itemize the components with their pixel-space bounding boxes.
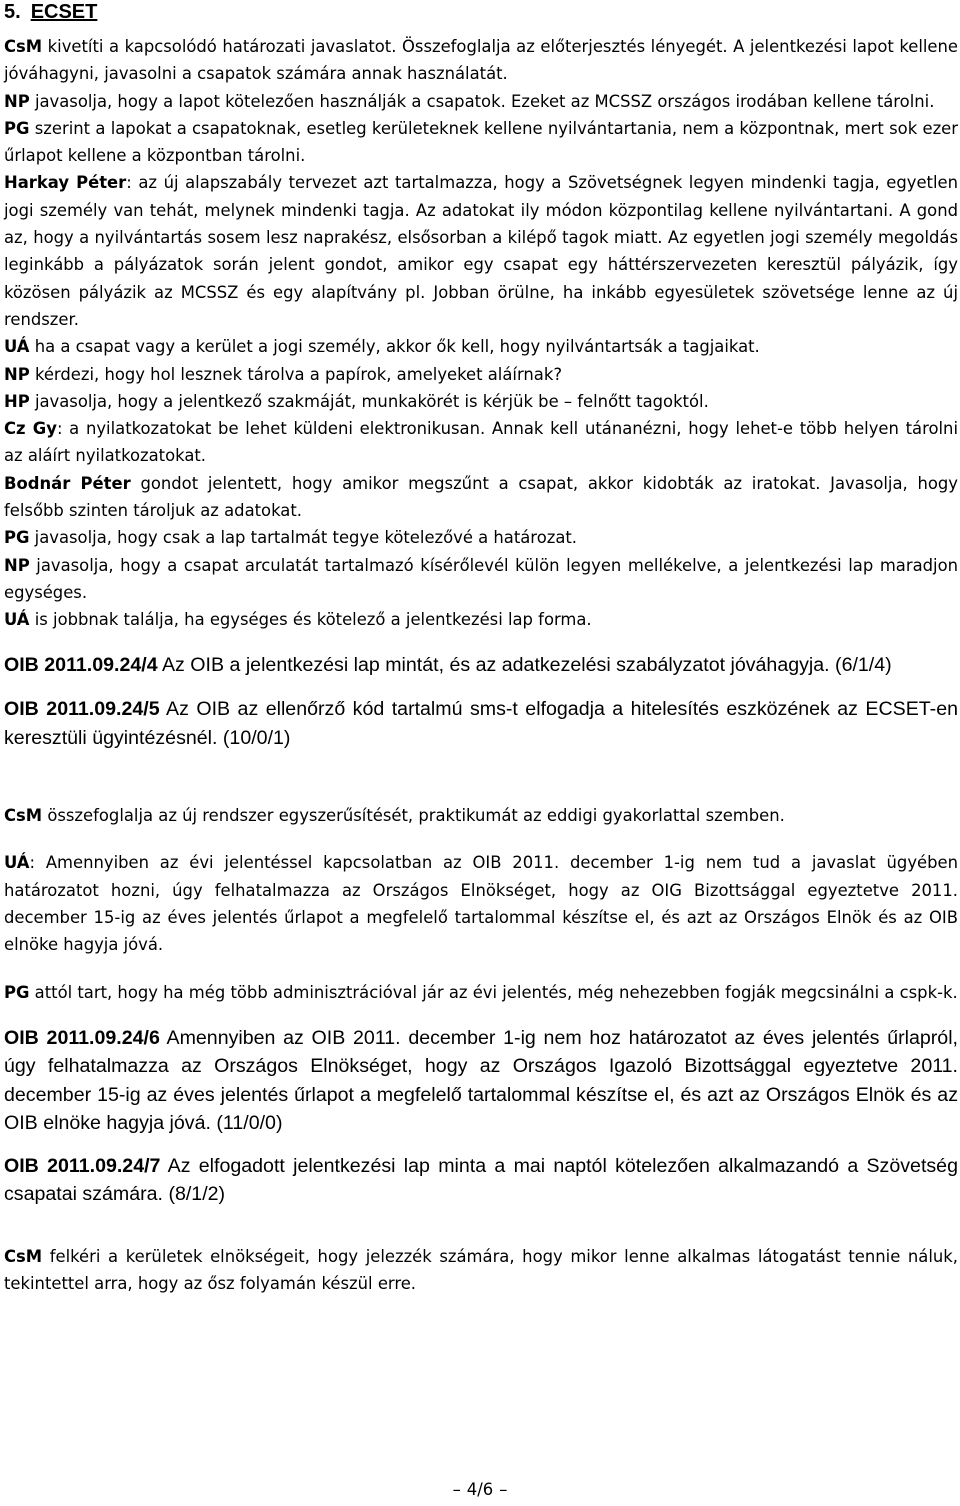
minutes-paragraph	[4, 115, 958, 170]
resolution-paragraph	[4, 1152, 958, 1209]
paragraph-text: javasolja, hogy a jelentkező szakmáját, munkakörét is kérjük be – felnőtt tagoktól.	[29, 391, 709, 411]
speaker: PG	[4, 118, 30, 138]
footer-dash-left: –	[452, 1480, 461, 1499]
speaker: NP	[4, 555, 30, 575]
minutes-paragraph	[4, 415, 958, 470]
minutes-paragraph	[4, 849, 958, 958]
resolution-paragraph	[4, 695, 958, 752]
paragraph-text: is jobbnak találja, ha egységes és kötelező a jelentkezési lap forma.	[29, 610, 592, 630]
minutes-paragraph	[4, 552, 958, 607]
speaker: UÁ	[4, 337, 30, 357]
section-heading	[4, 0, 958, 24]
section-title: ECSET	[30, 1, 98, 23]
footer-dash-right: –	[499, 1480, 508, 1499]
minutes-paragraph	[4, 88, 958, 115]
resolution-paragraph	[4, 651, 958, 680]
resolution-text: Az OIB a jelentkezési lap mintát, és az adatkezelési szabályzatot jóváhagyja. (6/1/4)	[157, 653, 892, 676]
resolution-code: OIB 2011.09.24/4	[4, 653, 158, 676]
speaker: Cz Gy	[4, 419, 57, 439]
resolution-text: Az elfogadott jelentkezési lap minta a mai naptól kötelezően alkalmazandó a Szövetség csapatai számára. (8/1/2)	[4, 1154, 958, 1206]
speaker: PG	[4, 528, 30, 548]
minutes-paragraph	[4, 606, 958, 633]
paragraph-text: javasolja, hogy a csapat arculatát tartalmazó kísérőlevél külön legyen mellékelve, a jelentkezési lap maradjon egységes.	[4, 555, 958, 602]
minutes-paragraph	[4, 802, 958, 829]
minutes-paragraph	[4, 388, 958, 415]
minutes-paragraph	[4, 361, 958, 388]
minutes-paragraph	[4, 470, 958, 525]
resolution-text: Az OIB az ellenőrző kód tartalmú sms-t elfogadja a hitelesítés eszközének az ECSET-en keresztüli ügyintézésnél. (10/0/1)	[4, 698, 958, 749]
minutes-paragraph	[4, 333, 958, 360]
paragraph-text: gondot jelentett, hogy amikor megszűnt a csapat, akkor kidobták az iratokat. Javasolja, hogy felsőbb szinten tároljuk az adatokat.	[4, 473, 958, 521]
paragraph-text: : az új alapszabály tervezet azt tartalmazza, hogy a Szövetségnek legyen mindenki tagja, egyetlen jogi személy van tehát, melynek mindenki tagja. Az adatokat ily módon központilag kellene nyilvántartani. A gond az, hogy a nyilvántartás sosem lesz naprakész, elsősorban a kilépő tagok miatt. Az egyetlen jogi személy megoldás leginkább a pályázatok során jelent gondot, amikor egy csapat egy háttérszervezeten keresztül pályázik, így közösen pályázik az MCSSZ és egy alapítvány pl. Jobban örülne, ha inkább egyesületek szövetsége lenne az új rendszer.	[4, 173, 958, 329]
speaker: Bodnár Péter	[4, 473, 131, 493]
minutes-paragraph	[4, 1243, 958, 1298]
paragraph-text: ha a csapat vagy a kerület a jogi személy, akkor ők kell, hogy nyilvántartsák a tagjaikat.	[29, 337, 760, 357]
speaker: PG	[4, 982, 30, 1002]
minutes-paragraph	[4, 524, 958, 551]
paragraph-text: attól tart, hogy ha még több adminisztrációval jár az évi jelentés, még nehezebben fogják megcsinálni a cspk-k.	[29, 982, 958, 1002]
page-footer	[0, 1480, 960, 1499]
speaker: CsM	[4, 806, 43, 826]
paragraph-text: : a nyilatkozatokat be lehet küldeni elektronikusan. Annak kell utánanézni, hogy lehet-e több helyen tárolni az aláírt nyilatkozatokat.	[4, 419, 958, 466]
paragraph-text: összefoglalja az új rendszer egyszerűsítését, praktikumát az eddigi gyakorlattal szemben.	[42, 806, 785, 826]
speaker: Harkay Péter	[4, 173, 127, 193]
speaker: CsM	[4, 1246, 43, 1266]
resolution-code: OIB 2011.09.24/5	[4, 698, 160, 721]
minutes-paragraph	[4, 33, 958, 88]
section-number: 5.	[4, 1, 21, 23]
paragraph-text: felkéri a kerületek elnökségeit, hogy jelezzék számára, hogy mikor lenne alkalmas látogatást tennie náluk, tekintettel arra, hogy az ősz folyamán készül erre.	[4, 1246, 958, 1294]
document-page	[4, 0, 958, 1297]
minutes-paragraph	[4, 169, 958, 333]
paragraph-text: kérdezi, hogy hol lesznek tárolva a papírok, amelyeket aláírnak?	[29, 364, 563, 384]
speaker: HP	[4, 391, 30, 411]
paragraph-text: szerint a lapokat a csapatoknak, esetleg kerületeknek kellene nyilvántartania, nem a központnak, mert sok ezer űrlapot kellene a központban tárolni.	[4, 118, 958, 166]
minutes-paragraph	[4, 979, 958, 1006]
paragraph-text: kivetíti a kapcsolódó határozati javaslatot. Összefoglalja az előterjesztés lényegét. A jelentkezési lapot kellene jóváhagyni, javasolni a csapatok számára annak használatát.	[4, 37, 958, 84]
resolution-code: OIB 2011.09.24/6	[4, 1026, 160, 1049]
paragraph-text: javasolja, hogy csak a lap tartalmát tegye kötelezővé a határozat.	[29, 528, 578, 548]
speaker: UÁ	[4, 610, 30, 630]
paragraph-text: javasolja, hogy a lapot kötelezően használják a csapatok. Ezeket az MCSSZ országos irodában kellene tárolni.	[29, 91, 935, 111]
resolution-text: Amennyiben az OIB 2011. december 1-ig nem hoz határozatot az éves jelentés űrlapról, úgy felhatalmazza az Országos Elnökséget, hogy az Országos Igazoló Bizottsággal egyeztetve 2011. december 15-ig az éves jelentés űrlapot a megfelelő tartalommal készítse el, és azt az Országos Elnök és az OIB elnöke hagyja jóvá. (11/0/0)	[4, 1026, 958, 1135]
speaker: CsM	[4, 37, 43, 56]
paragraph-text: : Amennyiben az évi jelentéssel kapcsolatban az OIB 2011. december 1-ig nem tud a javaslat ügyében határozatot hozni, úgy felhatalmazza az Országos Elnökséget, hogy az OIG Bizottsággal egyeztetve 2011. december 15-ig az éves jelentés űrlapot a megfelelő tartalommal készítse el, és azt az Országos Elnök és az OIB elnöke hagyja jóvá.	[4, 853, 958, 955]
speaker: NP	[4, 364, 30, 384]
speaker: UÁ	[4, 853, 30, 873]
resolution-paragraph	[4, 1024, 958, 1138]
discussion-block-1	[4, 33, 958, 634]
speaker: NP	[4, 91, 30, 111]
resolution-code: OIB 2011.09.24/7	[4, 1154, 161, 1177]
page-number: 4/6	[466, 1480, 494, 1499]
